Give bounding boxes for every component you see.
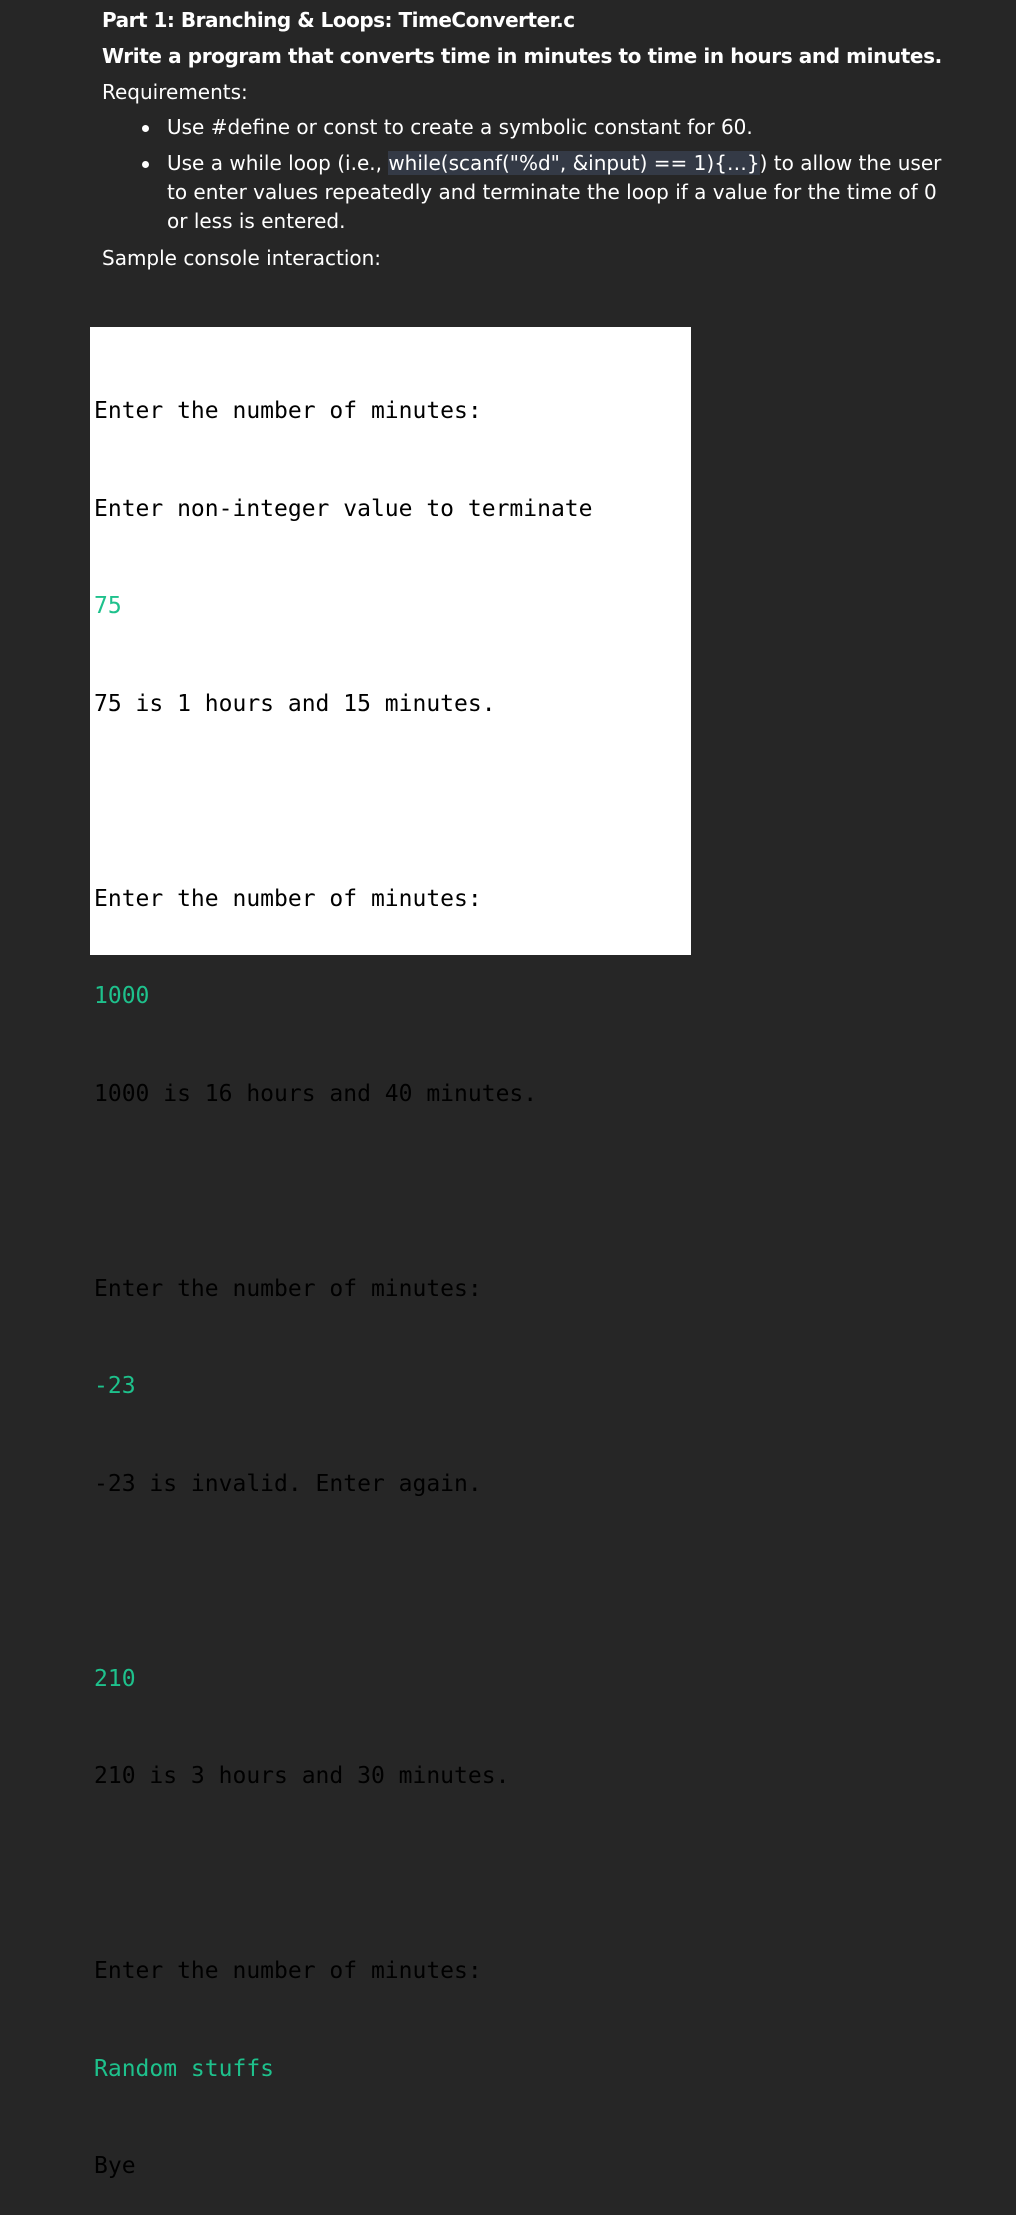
- console-blank-line: [94, 785, 691, 818]
- console-result-line: 75 is 1 hours and 15 minutes.: [94, 690, 496, 717]
- requirement-text-2: [167, 149, 957, 236]
- console-prompt-line: Enter the number of minutes:: [94, 885, 482, 912]
- console-result-line: 210 is 3 hours and 30 minutes.: [94, 1763, 510, 1789]
- console-result-line: Bye: [94, 2153, 136, 2179]
- console-blank-line: [94, 1565, 691, 1598]
- requirement-text-prefix: Use a while loop (i.e.,: [167, 151, 389, 175]
- sample-heading: Sample console interaction:: [102, 246, 382, 270]
- console-user-input: 75: [94, 593, 122, 619]
- assignment-title: Part 1: Branching & Loops: TimeConverter.c: [102, 8, 575, 32]
- console-result-line: 1000 is 16 hours and 40 minutes.: [94, 1080, 538, 1107]
- console-blank-line: [94, 1175, 691, 1208]
- task-statement: Write a program that converts time in minutes to time in hours and minutes.: [102, 44, 942, 68]
- console-prompt-line: Enter the number of minutes:: [94, 1275, 482, 1302]
- console-user-input: 1000: [94, 983, 150, 1009]
- console-output: [90, 327, 691, 2179]
- console-user-input: 210: [94, 1665, 136, 1692]
- console-user-input: -23: [94, 1373, 136, 1399]
- bullet-dot-icon: [142, 125, 149, 132]
- console-blank-line: [94, 1858, 691, 1891]
- requirements-heading: Requirements:: [102, 80, 248, 104]
- bullet-dot-icon: [142, 161, 149, 168]
- console-result-line: -23 is invalid. Enter again.: [94, 1470, 482, 1497]
- console-prompt-line: Enter the number of minutes:: [94, 398, 482, 424]
- requirement-text-1: Use #define or const to create a symbolic constant for 60.: [167, 115, 753, 139]
- console-prompt-line: Enter the number of minutes:: [94, 1958, 482, 1984]
- code-snippet-highlight: while(scanf("%d", &input) == 1){…}: [388, 151, 760, 175]
- console-prompt-line: Enter non-integer value to terminate: [94, 495, 593, 522]
- console-user-input: Random stuffs: [94, 2055, 275, 2082]
- requirement-text-suffix: ) to allow the user to enter values repeatedly and terminate the loop if a value for the time of 0 or less is entered.: [167, 151, 942, 233]
